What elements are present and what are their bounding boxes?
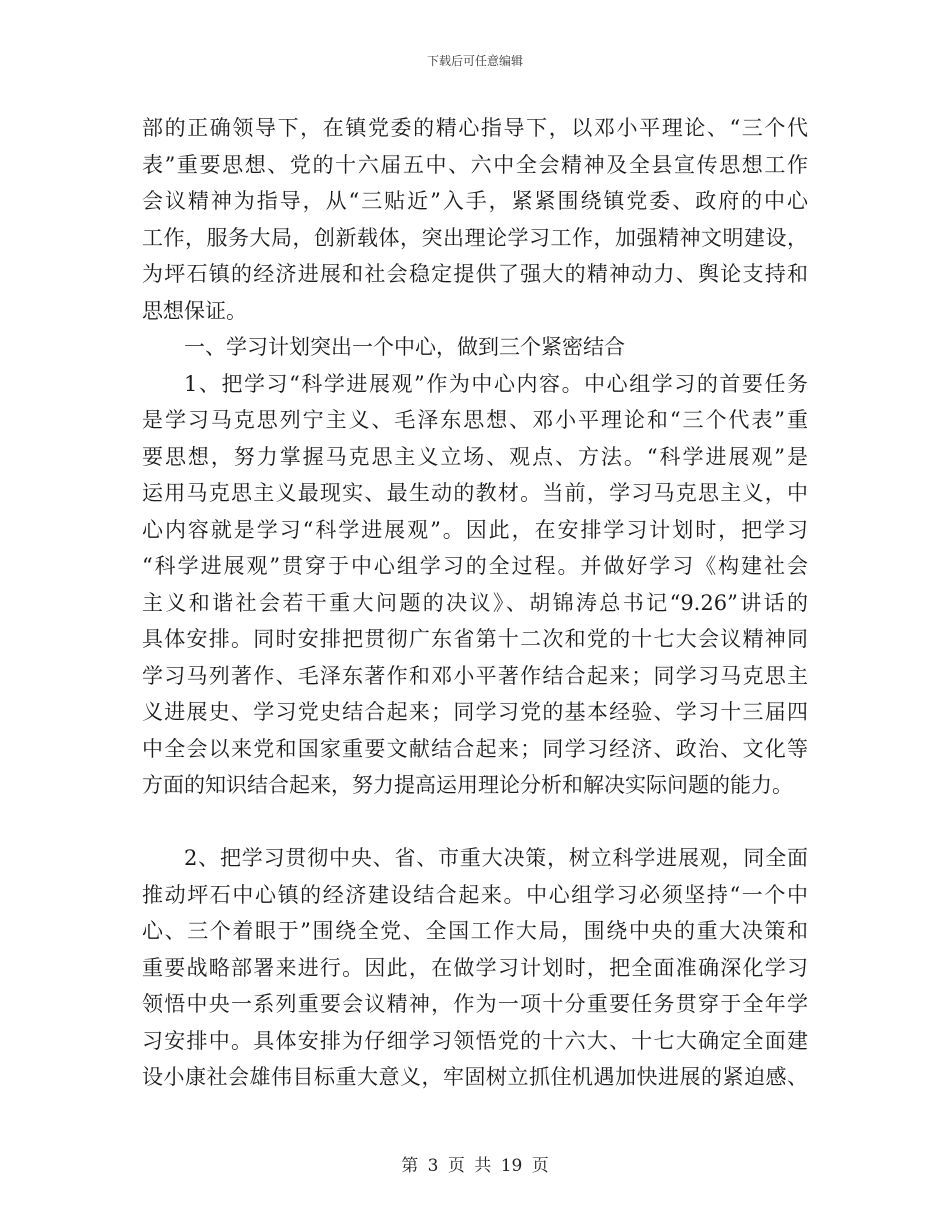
paragraph-line: 心内容就是学习“科学进展观”。因此，在安排学习计划时，把学习 [142, 517, 808, 542]
paragraph-line: 1、把学习“科学进展观”作为中心内容。中心组学习的首要任务 [184, 371, 808, 396]
paragraph-line: 设小康社会雄伟目标重大意义，牢固树立抓住机遇加快进展的紧迫感、 [142, 1065, 808, 1089]
paragraph-line: 习安排中。具体安排为仔细学习领悟党的十六大、十七大确定全面建 [142, 1028, 808, 1053]
paragraph-line: 具体安排。同时安排把贯彻广东省第十二次和党的十七大会议精神同 [142, 627, 808, 651]
paragraph-line: 义进展史、学习党史结合起来；同学习党的基本经验、学习十三届四 [142, 700, 808, 724]
paragraph-line: 部的正确领导下，在镇党委的精心指导下，以邓小平理论、“三个代 [142, 116, 808, 140]
paragraph-line: 运用马克思主义最现实、最生动的教材。当前，学习马克思主义，中 [142, 481, 808, 505]
paragraph-line: 方面的知识结合起来，努力提高运用理论分析和解决实际问题的能力。 [142, 773, 793, 797]
page-header: 下载后可任意编辑 [426, 54, 523, 68]
paragraph-line: 重要战略部署来进行。因此，在做学习计划时，把全面准确深化学习 [142, 955, 808, 980]
paragraph-line: 要思想，努力掌握马克思主义立场、观点、方法。“科学进展观”是 [142, 444, 808, 469]
paragraph-line: 中全会以来党和国家重要文献结合起来；同学习经济、政治、文化等 [142, 736, 808, 761]
paragraph-line: 心、三个着眼于”围绕全党、全国工作大局，围绕中央的重大决策和 [142, 919, 808, 943]
paragraph-line: 会议精神为指导，从“三贴近”入手，紧紧围绕镇党委、政府的中心 [142, 189, 808, 213]
paragraph-line: 领悟中央一系列重要会议精神，作为一项十分重要任务贯穿于全年学 [142, 992, 808, 1016]
paragraph-line: 主义和谐社会若干重大问题的决议》、胡锦涛总书记“9.26”讲话的 [142, 590, 808, 615]
paragraph-line: 2、把学习贯彻中央、省、市重大决策，树立科学进展观，同全面 [184, 846, 808, 870]
paragraph-line: “科学进展观”贯穿于中心组学习的全过程。并做好学习《构建社会 [142, 554, 808, 578]
paragraph-line: 工作，服务大局，创新载体，突出理论学习工作，加强精神文明建设， [142, 225, 808, 250]
paragraph-line: 学习马列著作、毛泽东著作和邓小平著作结合起来；同学习马克思主 [142, 663, 808, 688]
paragraph-spacer [142, 804, 808, 841]
section-heading: 一、学习计划突出一个中心，做到三个紧密结合 [184, 335, 625, 359]
paragraph-line: 为坪石镇的经济进展和社会稳定提供了强大的精神动力、舆论支持和 [142, 262, 808, 286]
paragraph-line: 是学习马克思列宁主义、毛泽东思想、邓小平理论和“三个代表”重 [142, 408, 808, 432]
page-footer: 第 3 页 共 19 页 [401, 1156, 549, 1176]
paragraph-line: 表”重要思想、党的十六届五中、六中全会精神及全县宣传思想工作 [142, 152, 808, 177]
paragraph-line: 思想保证。 [142, 298, 247, 323]
paragraph-line: 推动坪石中心镇的经济建设结合起来。中心组学习必须坚持“一个中 [142, 882, 808, 907]
document-body [142, 110, 808, 1096]
